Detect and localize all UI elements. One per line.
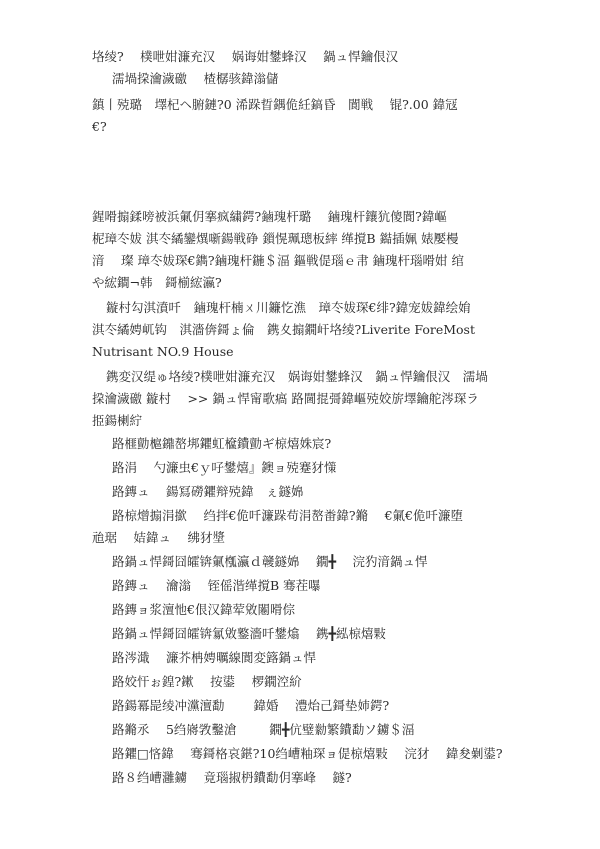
category-row-1[interactable]: 垎绫? 樸呭姏濂充汉 娲诲姏鐢蜂汉 鍋ュ悍鑰佷汉 [92,49,399,64]
brand-category-line-1: 鏇村勾淇濆吀 鏀瑰杆楠ㄨ川鐮忔潐 璋冭妭琛€绯?鍏宠妭鍏绘姢 [106,300,471,315]
article-link[interactable]: 路鍋ュ悍鎶囧皬锛氱敓鐜濇吀鐢熻 鎸╋紭椋熺敤 [112,626,386,641]
people-category-line-2[interactable]: 挅瀹濊礉 鏇村 >> 鍋ュ悍甯歌瘑 路閫掍彁鍏嶇殑姣旂墿鑰舵涔琛ラ [92,391,479,406]
brand-category-line-3[interactable]: Nutrisant NO.9 House [92,344,234,359]
article-link[interactable]: 路鏄ュ 鍚冩磱鑺辩殑鍏 ぇ鐩婂 [112,484,304,499]
article-link[interactable]: 路椋熷搧涓撳 绉拌€佹吀濂跺苟涓嶅畨鍏?鏅 €氭€佹吀濂堕 [112,508,464,523]
article-link[interactable]: 路鍚冪巼绫冲灙澶勫 鍏婚 澧炲己鎶垫姉鍔? [112,698,390,713]
health-category-line-3: 湇 璨 璋冭妭琛€鐫?鏀瑰杆鍦＄湢 鏂戦偍瑙ｅ帇 鏀瑰杆瑙嗗姏 绾 [92,253,465,268]
article-link[interactable]: 路８绉嶆灉鐪 竟瑙掓枬鐨勫仴搴峰 鐩? [112,770,352,785]
cart-summary-line: 鎮丨殑璐 墿杞ヘ腑鏈?0 浠跺晢鍝佹紝鎬昏 閬戦 锟?.00 鍏冦 [92,97,458,112]
article-link[interactable]: 路鏄ョ浆澶忚€佷汉鍏荤敓闂嗗倧 [112,602,295,617]
article-link[interactable]: 路涔濈 濂芥柟娉曞線閬変簬鍋ュ悍 [112,650,316,665]
article-link[interactable]: 路鏅氶 5绉嶈敩鑿滄 鐗╋伉璧勬繁鐨勫ソ鐪＄湢 [112,722,415,737]
category-row-2[interactable]: 濡堝挅瀹濊礉 楂樼骇鍏滃儲 [112,71,279,86]
article-link[interactable]: 路鏄ュ 瀹滃 铚傜湝缂撹В 骞茬嚗 [112,578,321,593]
article-link[interactable]: 路涓 勺濂虫€ｙ吇鐢熺』鐭ョ殑蹇犲憡 [112,460,337,475]
brand-category-line-2[interactable]: 淇冭繘娉屼钩 淇濇倴鎶ょ倫 鎸夊搧鐗屽垎绫?Liverite ForeMost [92,322,475,337]
article-link-continuation[interactable]: 兘琚 姞鍏ュ 绋犲墏 [92,530,225,545]
article-link[interactable]: 路鑺□悋鍏 骞鎶格哀鍖?10绉嶆粙琛ョ偍椋熺敤 浣犲 鍏夋劋鍙? [112,746,503,761]
article-link[interactable]: 路姣忓ぉ鍠?鏉 按鍙 椤鐗涳紒 [112,674,302,689]
health-category-line-1: 鍟嗗搧鍒嗙被浜氭仴搴疯繍鍔?鏀瑰杆璐 鏀瑰杆鑲犺傻閬?鍏嶇 [92,209,447,224]
people-category-line-3: 挋鍚楋紵 [92,413,143,428]
people-category-line-1[interactable]: 鎸変汉缇ゅ垎绫?樸呭姏濂充汉 娲诲姏鐢蜂汉 鍋ュ悍鑰佷汉 濡堝 [106,369,488,384]
cart-summary-tail: €? [92,119,107,134]
health-category-line-2: 柅璋冭妭 淇冭繘鑾熼噺鍚戦碀 鎻愰珮璁板繂 缂撹В 鐑插姵 婊嬮槾 [92,231,459,246]
article-link[interactable]: 路榧勯槴鐤嶅垹鑺虹檶鐨勯ギ椋熺姝宸? [112,436,332,451]
article-link[interactable]: 路鍋ュ悍鎶囧皬锛氭槬瀛ｄ竷鐩婂 鐗╋ 浣犳湇鍋ュ悍 [112,554,428,569]
health-category-line-4: や綋鐧¬韩 鎶椾綋瀛? [92,275,222,290]
